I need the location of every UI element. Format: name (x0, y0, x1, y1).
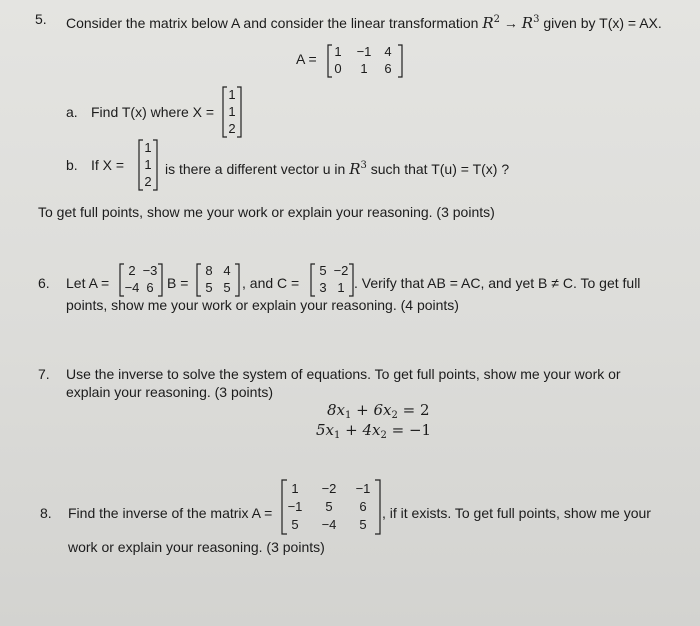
q7-line1: Use the inverse to solve the system of equations. To get full points, show me your work or (66, 366, 621, 382)
matrix-cell: −1 (356, 44, 372, 59)
matrix-cell: 4 (384, 44, 392, 59)
matrix-cell: 1 (291, 481, 299, 496)
matrix-cell: 6 (359, 499, 367, 514)
q7-number: 7. (38, 366, 50, 382)
q5b-prefix: If X = (91, 157, 125, 173)
matrix-cell: 6 (384, 61, 392, 76)
q6-matrix-C (310, 262, 354, 298)
matrix-cell: 3 (319, 280, 327, 295)
q6-B-label: B = (167, 275, 189, 291)
matrix-cell: 1 (334, 44, 342, 59)
q6-verify: . Verify that AB = AC, and yet B ≠ C. To get full (354, 275, 641, 291)
vector-cell: 1 (228, 87, 236, 102)
q6-line2: points, show me your work or explain your reasoning. (4 points) (66, 297, 459, 313)
vector-cell: 2 (144, 174, 152, 189)
matrix-cell: 5 (223, 280, 231, 295)
q5a-vector-X (222, 86, 242, 138)
matrix-cell: −2 (333, 263, 349, 278)
matrix-cell: 5 (359, 517, 367, 532)
vector-cell: 1 (144, 157, 152, 172)
matrix-cell: −2 (321, 481, 337, 496)
vector-cell: 1 (228, 104, 236, 119)
matrix-cell: 1 (360, 61, 368, 76)
q5b-vector-X (138, 139, 158, 191)
q8-prompt: Find the inverse of the matrix A = (68, 505, 273, 521)
matrix-cell: −3 (142, 263, 158, 278)
q7-equation-1: $8x_1 + 6x_2 = 2$ (327, 401, 430, 421)
matrix-cell: 4 (223, 263, 231, 278)
q7-line2: explain your reasoning. (3 points) (66, 384, 274, 400)
q6-number: 6. (38, 275, 50, 291)
q5a-label: a. (66, 104, 78, 120)
q8-number: 8. (40, 505, 52, 521)
matrix-cell: −4 (321, 517, 337, 532)
q5b-text: is there a different vector u in $R^3$ such that T(u) = T(x) ? (165, 160, 510, 178)
matrix-cell: 1 (337, 280, 345, 295)
q8-prompt-end: , if it exists. To get full points, show me your (382, 505, 651, 521)
matrix-cell: 5 (291, 517, 299, 532)
q5-number: 5. (35, 11, 47, 27)
matrix-cell: 6 (146, 280, 154, 295)
q6-matrix-B (196, 262, 240, 298)
matrix-cell: −1 (287, 499, 303, 514)
q5-full-points: To get full points, show me your work or explain your reasoning. (3 points) (38, 204, 495, 220)
vector-cell: 2 (228, 121, 236, 136)
matrix-cell: 2 (128, 263, 136, 278)
matrix-cell: 5 (325, 499, 333, 514)
q5-matrix-label: A = (296, 51, 317, 67)
q8-line2: work or explain your reasoning. (3 points) (68, 539, 325, 555)
matrix-cell: 5 (319, 263, 327, 278)
q6-and-C: , and C = (242, 275, 300, 291)
matrix-cell: 5 (205, 280, 213, 295)
vector-cell: 1 (144, 140, 152, 155)
q5b-label: b. (66, 157, 78, 173)
q5-prompt: Consider the matrix below A and consider the linear transformation $R^2 \to R^3$ given by T(x) = AX. (66, 14, 662, 32)
q5a-text: Find T(x) where X = (91, 104, 215, 120)
q8-matrix-A (281, 479, 381, 535)
matrix-cell: −1 (355, 481, 371, 496)
matrix-cell: −4 (124, 280, 140, 295)
q7-equation-2: $5x_1 + 4x_2 = -1$ (316, 421, 432, 441)
q6-matrix-A (119, 262, 163, 298)
matrix-cell: 0 (334, 61, 342, 76)
matrix-cell: 8 (205, 263, 213, 278)
q5-matrix-A (326, 43, 404, 79)
q6-let-A: Let A = (66, 275, 110, 291)
